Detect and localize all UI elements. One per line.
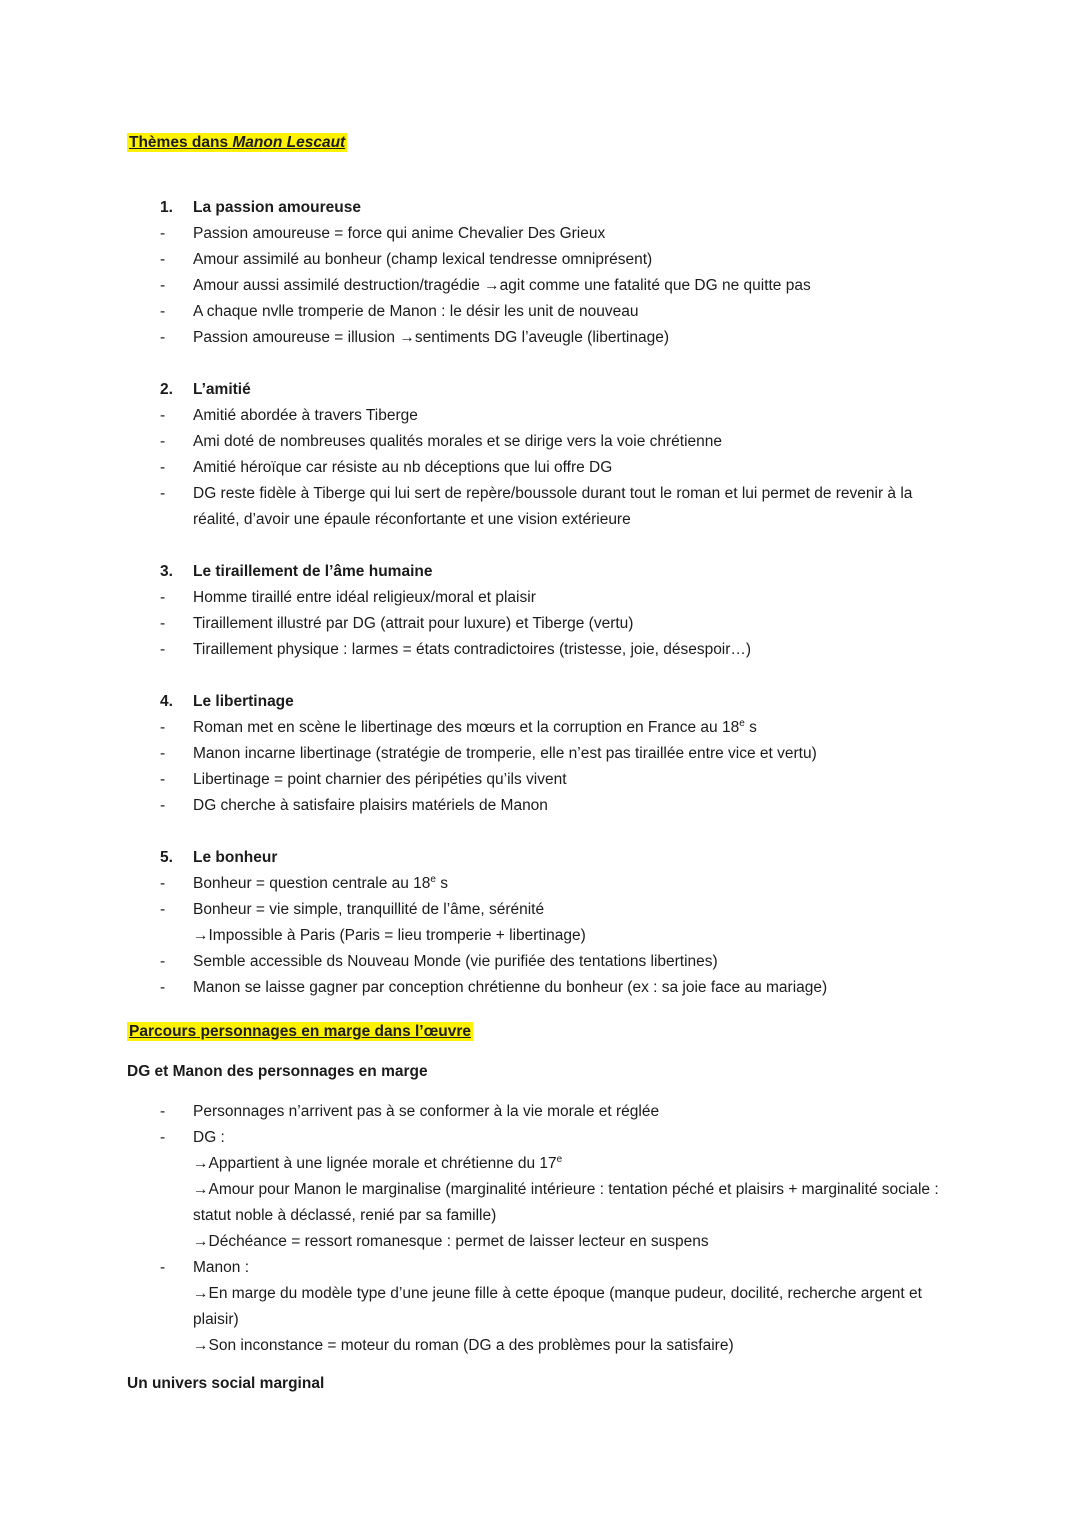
bullet-item <box>127 1099 950 1125</box>
numbered-heading <box>127 845 950 871</box>
dash-marker: - <box>160 1129 166 1146</box>
document-content <box>127 130 950 1411</box>
bullet-text <box>193 403 950 429</box>
text-segment: Tiraillement physique : larmes = états contradictoires (tristesse, joie, désespoir…) <box>193 641 752 658</box>
bullet-item <box>127 741 950 767</box>
bullet-item <box>127 299 950 325</box>
dash-marker: - <box>160 979 166 996</box>
dash-marker: - <box>160 329 166 346</box>
number-marker: 1. <box>160 199 173 216</box>
dash-marker: - <box>160 251 166 268</box>
bullet-text <box>193 793 950 819</box>
text-segment: e <box>739 718 745 729</box>
number-marker: 5. <box>160 849 173 866</box>
arrow-item <box>127 1229 950 1255</box>
numbered-heading <box>127 559 950 585</box>
dash-marker: - <box>160 407 166 424</box>
bullet-text <box>193 273 950 299</box>
dash-marker: - <box>160 771 166 788</box>
dash-marker: - <box>160 615 166 632</box>
dash-marker: - <box>160 797 166 814</box>
text-segment: Amitié abordée à travers Tiberge <box>193 407 418 424</box>
bullet-item <box>127 611 950 637</box>
bullet-text <box>193 429 950 455</box>
number-marker: 4. <box>160 693 173 710</box>
dash-marker: - <box>160 953 166 970</box>
text-segment: →Impossible à Paris (Paris = lieu tromperie + libertinage) <box>193 927 586 944</box>
text-segment: Bonheur = question centrale au 18 <box>193 875 431 892</box>
bullet-item <box>127 429 950 455</box>
bullet-text <box>193 585 950 611</box>
bullet-item <box>127 637 950 663</box>
dash-marker: - <box>160 589 166 606</box>
bullet-item <box>127 221 950 247</box>
text-segment: Personnages n’arrivent pas à se conformer à la vie morale et réglée <box>193 1103 660 1120</box>
text-segment: Passion amoureuse = force qui anime Chevalier Des Grieux <box>193 225 606 242</box>
number-marker: 3. <box>160 563 173 580</box>
bullet-item <box>127 455 950 481</box>
bullet-text <box>193 897 950 923</box>
bullet-text <box>193 715 950 741</box>
text-segment: →Déchéance = ressort romanesque : permet de laisser lecteur en suspens <box>193 1233 709 1250</box>
bullet-text <box>193 741 950 767</box>
bullet-item <box>127 585 950 611</box>
arrow-item <box>127 1281 950 1333</box>
heading-text: DG et Manon des personnages en marge <box>127 1063 428 1080</box>
arrow-item <box>127 1177 950 1229</box>
text-segment: Semble accessible ds Nouveau Monde (vie purifiée des tentations libertines) <box>193 953 718 970</box>
text-segment: Tiraillement illustré par DG (attrait pour luxure) et Tiberge (vertu) <box>193 615 634 632</box>
highlight-heading <box>127 1019 950 1045</box>
dash-marker: - <box>160 1103 166 1120</box>
text-segment: Roman met en scène le libertinage des mœurs et la corruption en France au 18 <box>193 719 740 736</box>
bullet-text <box>193 455 950 481</box>
text-segment: Manon Lescaut <box>232 134 346 151</box>
bullet-item <box>127 247 950 273</box>
bullet-item <box>127 975 950 1001</box>
text-segment: Libertinage = point charnier des péripéties qu’ils vivent <box>193 771 567 788</box>
bullet-text <box>193 637 950 663</box>
heading-text: Le libertinage <box>193 693 294 710</box>
text-segment: Passion amoureuse = illusion →sentiments DG l’aveugle (libertinage) <box>193 329 669 346</box>
bullet-text <box>193 611 950 637</box>
text-segment: DG : <box>193 1129 225 1146</box>
bullet-text <box>193 481 950 533</box>
bullet-item <box>127 403 950 429</box>
bullet-item <box>127 715 950 741</box>
bullet-item <box>127 273 950 299</box>
text-segment: Manon : <box>193 1259 250 1276</box>
bullet-item <box>127 1125 950 1151</box>
text-segment: Amour assimilé au bonheur (champ lexical tendresse omniprésent) <box>193 251 653 268</box>
highlighted-text <box>127 133 347 152</box>
dash-marker: - <box>160 459 166 476</box>
text-segment: A chaque nvlle tromperie de Manon : le désir les unit de nouveau <box>193 303 639 320</box>
dash-marker: - <box>160 225 166 242</box>
bullet-text <box>193 871 950 897</box>
text-segment: →Son inconstance = moteur du roman (DG a des problèmes pour la satisfaire) <box>193 1337 734 1354</box>
bullet-text <box>193 221 950 247</box>
bullet-text <box>193 1255 950 1281</box>
text-segment: e <box>430 874 436 885</box>
heading-text: Un univers social marginal <box>127 1375 325 1392</box>
highlighted-text <box>127 1022 473 1041</box>
bullet-item <box>127 325 950 351</box>
bullet-text <box>193 975 950 1001</box>
dash-marker: - <box>160 1259 166 1276</box>
dash-marker: - <box>160 719 166 736</box>
dash-marker: - <box>160 745 166 762</box>
bullet-item <box>127 767 950 793</box>
bullet-item <box>127 1255 950 1281</box>
bullet-text <box>193 767 950 793</box>
heading-text: Le tiraillement de l’âme humaine <box>193 563 433 580</box>
heading-text: Le bonheur <box>193 849 278 866</box>
bullet-item <box>127 871 950 897</box>
numbered-heading <box>127 689 950 715</box>
bullet-text <box>193 1125 950 1151</box>
arrow-item <box>127 923 950 949</box>
dash-marker: - <box>160 901 166 918</box>
text-segment: Ami doté de nombreuses qualités morales et se dirige vers la voie chrétienne <box>193 433 722 450</box>
text-segment: Bonheur = vie simple, tranquillité de l’âme, sérénité <box>193 901 545 918</box>
text-segment: s <box>435 875 449 892</box>
text-segment: e <box>556 1154 563 1165</box>
text-segment: Homme tiraillé entre idéal religieux/moral et plaisir <box>193 589 536 606</box>
bullet-text <box>193 325 950 351</box>
numbered-heading <box>127 377 950 403</box>
highlight-heading <box>127 130 950 156</box>
bullet-text <box>193 247 950 273</box>
section-heading <box>127 1371 950 1397</box>
section-heading <box>127 1059 950 1085</box>
text-segment: Manon se laisse gagner par conception chrétienne du bonheur (ex : sa joie face au mariage) <box>193 979 828 996</box>
arrow-item <box>127 1151 950 1177</box>
number-marker: 2. <box>160 381 173 398</box>
numbered-heading <box>127 195 950 221</box>
text-segment: Amitié héroïque car résiste au nb déceptions que lui offre DG <box>193 459 613 476</box>
bullet-text <box>193 1099 950 1125</box>
bullet-text <box>193 949 950 975</box>
arrow-item <box>127 1333 950 1359</box>
bullet-item <box>127 949 950 975</box>
dash-marker: - <box>160 303 166 320</box>
heading-text: L’amitié <box>193 381 251 398</box>
dash-marker: - <box>160 485 166 502</box>
text-segment: Thèmes dans <box>129 134 233 151</box>
bullet-item <box>127 793 950 819</box>
text-segment: DG cherche à satisfaire plaisirs matériels de Manon <box>193 797 548 814</box>
dash-marker: - <box>160 641 166 658</box>
text-segment: →Appartient à une lignée morale et chrétienne du 17 <box>193 1155 557 1172</box>
dash-marker: - <box>160 433 166 450</box>
bullet-item <box>127 897 950 923</box>
text-segment: Manon incarne libertinage (stratégie de tromperie, elle n’est pas tiraillée entre vice et vertu) <box>193 745 817 762</box>
bullet-text <box>193 299 950 325</box>
bullet-item <box>127 481 950 533</box>
text-segment: →Amour pour Manon le marginalise (marginalité intérieure : tentation péché et plaisirs + marginalité sociale : statut noble à déclassé, renié par sa famille) <box>193 1181 939 1224</box>
dash-marker: - <box>160 277 166 294</box>
text-segment: Amour aussi assimilé destruction/tragédie →agit comme une fatalité que DG ne quitte pas <box>193 277 811 294</box>
text-segment: s <box>744 719 757 736</box>
text-segment: Parcours personnages en marge dans l’œuvre <box>129 1023 471 1040</box>
dash-marker: - <box>160 875 166 892</box>
text-segment: →En marge du modèle type d’une jeune fille à cette époque (manque pudeur, docilité, recherche argent et plaisir) <box>193 1285 922 1328</box>
text-segment: DG reste fidèle à Tiberge qui lui sert de repère/boussole durant tout le roman et lui permet de revenir à la réalité, d’avoir une épaule réconfortante et une vision extérieure <box>193 485 913 528</box>
heading-text: La passion amoureuse <box>193 199 361 216</box>
